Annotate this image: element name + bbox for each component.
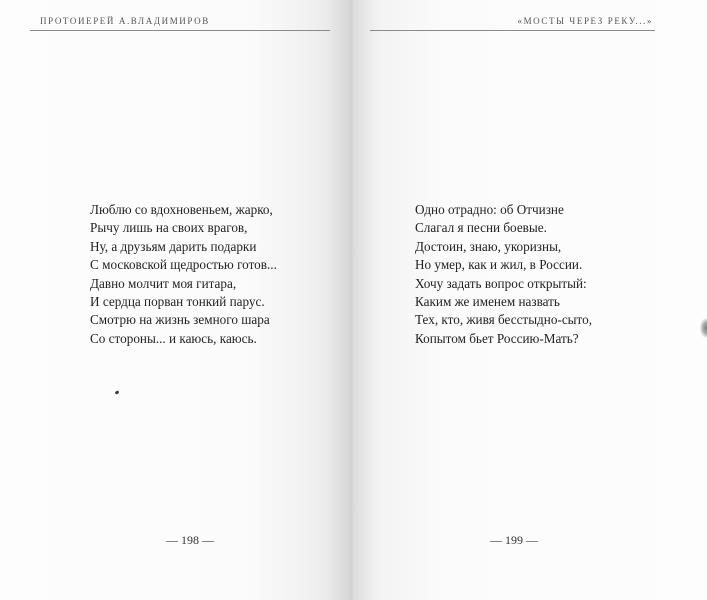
right-poem bbox=[415, 201, 592, 348]
right-page-number: — 199 — bbox=[490, 533, 538, 547]
poem-line: Рычу лишь на своих врагов, bbox=[90, 220, 248, 236]
poem-line: Каким же именем назвать bbox=[415, 294, 560, 310]
poem-line: Хочу задать вопрос открытый: bbox=[415, 275, 587, 291]
poem-line: Одно отрадно: об Отчизне bbox=[415, 202, 564, 217]
poem-line: С московской щедростью готов... bbox=[90, 257, 277, 273]
poem-line: Люблю со вдохновеньем, жарко, bbox=[90, 202, 273, 217]
left-page-number: — 198 — bbox=[166, 533, 214, 547]
right-header-rule bbox=[370, 30, 655, 31]
left-running-head: ПРОТОИЕРЕЙ А.ВЛАДИМИРОВ bbox=[40, 16, 210, 26]
poem-line: Давно молчит моя гитара, bbox=[90, 275, 237, 291]
left-poem bbox=[90, 201, 277, 348]
poem-line: Ну, а друзьям дарить подарки bbox=[90, 238, 257, 254]
poem-line: Достоин, знаю, укоризны, bbox=[415, 238, 562, 254]
poem-line: Слагал я песни боевые. bbox=[415, 220, 547, 236]
poem-line: Со стороны... и каюсь, каюсь. bbox=[90, 330, 257, 346]
poem-line: Копытом бьет Россию-Мать? bbox=[415, 330, 579, 346]
left-page bbox=[0, 0, 352, 600]
right-running-head: «МОСТЫ ЧЕРЕЗ РЕКУ...» bbox=[517, 16, 653, 26]
ink-speck bbox=[115, 390, 120, 395]
poem-line: Но умер, как и жил, в России. bbox=[415, 257, 583, 273]
poem-line: Смотрю на жизнь земного шара bbox=[90, 312, 270, 328]
poem-line: И сердца порван тонкий парус. bbox=[90, 294, 265, 310]
left-header-rule bbox=[30, 30, 330, 31]
page-edge-mark bbox=[700, 318, 707, 338]
poem-line: Тех, кто, живя бесстыдно-сыто, bbox=[415, 312, 593, 328]
